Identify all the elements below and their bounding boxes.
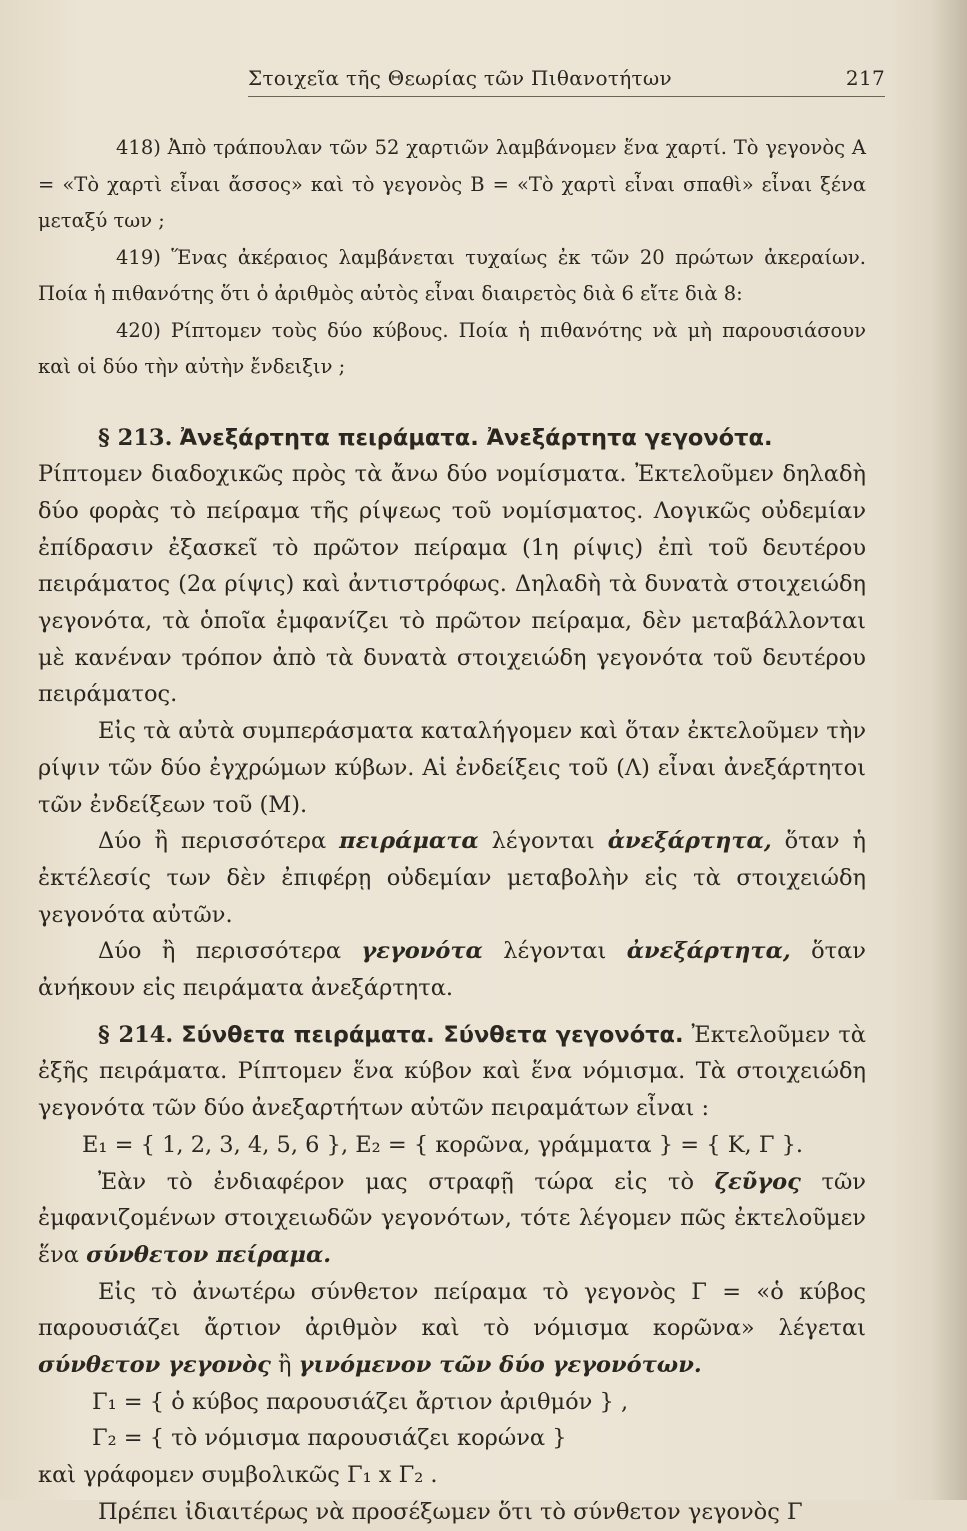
section-214-title: Σύνθετα πειράματα. Σύνθετα γεγονότα. (181, 1021, 684, 1048)
section-214-paragraph-1: Ἐκτελοῦμεν τὰ ἐξῆς πειράματα. Ρίπτομεν ἕνα κύβον καὶ ἕνα νόμισμα. Τὰ στοιχειώδη γεγονότα τῶν δύο ἀνεξαρτήτων αὐτῶν πειραμάτων εἶναι : (38, 1021, 866, 1122)
section-214-paragraph-5: Πρέπει ἰδιαιτέρως νὰ προσέξωμεν ὅτι τὸ σύνθετον γεγονὸς Γ (98, 1498, 803, 1525)
exercises-block (38, 130, 866, 386)
term-pair: ζεῦγος (714, 1168, 801, 1195)
section-213 (38, 420, 866, 1007)
section-213-number: § 213. (98, 424, 173, 451)
term-events: γεγονότα (361, 938, 483, 965)
exercise-420: 420) Ρίπτομεν τοὺς δύο κύβους. Ποία ἡ πιθανότης νὰ μὴ παρουσιάσουν καὶ οἱ δύο τὴν αὐτὴν ἔνδειξιν ; (38, 318, 866, 378)
section-213-heading (38, 420, 866, 457)
section-213-paragraph-2: Εἰς τὰ αὐτὰ συμπεράσματα καταλήγομεν καὶ ὅταν ἐκτελοῦμεν τὴν ρίψιν τῶν δύο ἐγχρώμων κύβων. Αἱ ἐνδείξεις τοῦ (Λ) εἶναι ἀνεξάρτητοι τῶν ἐνδείξεων τοῦ (Μ). (38, 718, 866, 818)
term-product-of-events: γινόμενον τῶν δύο γεγονότων. (298, 1352, 702, 1379)
running-header (248, 66, 885, 97)
term-independent: ἀνεξάρτητα, (607, 828, 772, 855)
section-213-title: Ἀνεξάρτητα πειράματα. Ἀνεξάρτητα γεγονότα. (179, 424, 773, 451)
term-compound-event: σύνθετον γεγονὸς (38, 1352, 271, 1379)
page-number: 217 (845, 66, 885, 90)
section-214-heading-paragraph (38, 1017, 866, 1127)
section-214-paragraph-2: Ἐὰν τὸ ἐνδιαφέρον μας στραφῇ τώρα εἰς τὸ ζεῦγος τῶν ἐμφανιζομένων στοιχειωδῶν γεγονότων, τότε λέγομεν πῶς ἐκτελοῦμεν ἕνα σύνθετον πείραμα. (38, 1168, 866, 1268)
term-independent-events: ἀνεξάρτητα, (626, 938, 791, 965)
section-214-paragraph-3: Εἰς τὸ ἀνωτέρω σύνθετον πείραμα τὸ γεγονὸς Γ = «ὁ κύβος παρουσιάζει ἄρτιον ἀριθμὸν καὶ τὸ νόμισμα κορῶνα» λέγεται σύνθετον γεγονὸς ἢ γινόμενον τῶν δύο γεγονότων. (38, 1278, 866, 1379)
formula-sample-spaces: E₁ = { 1, 2, 3, 4, 5, 6 }, E₂ = { κορῶνα, γράμματα } = { K, Γ }. (82, 1131, 804, 1158)
section-213-paragraph-1: Ρίπτομεν διαδοχικῶς πρὸς τὰ ἄνω δύο νομίσματα. Ἐκτελοῦμεν δηλαδὴ δύο φορὰς τὸ πείραμα τῆς ρίψεως τοῦ νομίσματος. Λογικῶς οὐδεμίαν ἐπίδρασιν ἐξασκεῖ τὸ πρῶτον πείραμα (1η ρίψις) ἐπὶ τοῦ δευτέρου πειράματος (2α ρίψις) καὶ ἀντιστρόφως. Δηλαδὴ τὰ δυνατὰ στοιχειώδη γεγονότα, τὰ ὁποῖα ἐμφανίζει τὸ πρῶτον πείραμα, δὲν μεταβάλλονται μὲ κανέναν τρόπον ἀπὸ τὰ δυνατὰ στοιχειώδη γεγονότα τοῦ δευτέρου πειράματος. (38, 461, 866, 708)
exercise-419: 419) Ἕνας ἀκέραιος λαμβάνεται τυχαίως ἐκ τῶν 20 πρώτων ἀκεραίων. Ποία ἡ πιθανότης ὅτι ὁ ἀριθμὸς αὐτὸς εἶναι διαιρετὸς διὰ 6 εἴτε διὰ 8: (38, 245, 866, 305)
formula-gamma-1: Γ₁ = { ὁ κύβος παρουσιάζει ἄρτιον ἀριθμόν } , (92, 1388, 629, 1415)
term-experiments: πειράματα (339, 828, 479, 855)
page-body (38, 130, 866, 1531)
running-title: Στοιχεῖα τῆς Θεωρίας τῶν Πιθανοτήτων (248, 66, 672, 90)
section-214-paragraph-4: καὶ γράφομεν συμβολικῶς Γ₁ x Γ₂ . (38, 1462, 438, 1489)
section-213-definition-events: Δύο ἢ περισσότερα γεγονότα λέγονται ἀνεξάρτητα, ὅταν ἀνήκουν εἰς πειράματα ἀνεξάρτητα. (38, 938, 866, 1002)
section-214-number: § 214. (98, 1021, 174, 1048)
formula-gamma-2: Γ₂ = { τὸ νόμισμα παρουσιάζει κορώνα } (92, 1425, 567, 1452)
term-compound-experiment: σύνθετον πείραμα. (86, 1241, 332, 1268)
exercise-418: 418) Ἀπὸ τράπουλαν τῶν 52 χαρτιῶν λαμβάνομεν ἕνα χαρτί. Τὸ γεγονὸς A = «Τὸ χαρτὶ εἶναι ἄσσος» καὶ τὸ γεγονὸς B = «Τὸ χαρτὶ εἶναι σπαθὶ» εἶναι ξένα μεταξύ των ; (38, 136, 866, 232)
section-213-definition-experiments: Δύο ἢ περισσότερα πειράματα λέγονται ἀνεξάρτητα, ὅταν ἡ ἐκτέλεσίς των δὲν ἐπιφέρῃ οὐδεμίαν μεταβολὴν εἰς τὰ στοιχειώδη γεγονότα αὐτῶν. (38, 828, 866, 928)
page-gutter-shadow (931, 0, 967, 1500)
section-214 (38, 1017, 866, 1531)
